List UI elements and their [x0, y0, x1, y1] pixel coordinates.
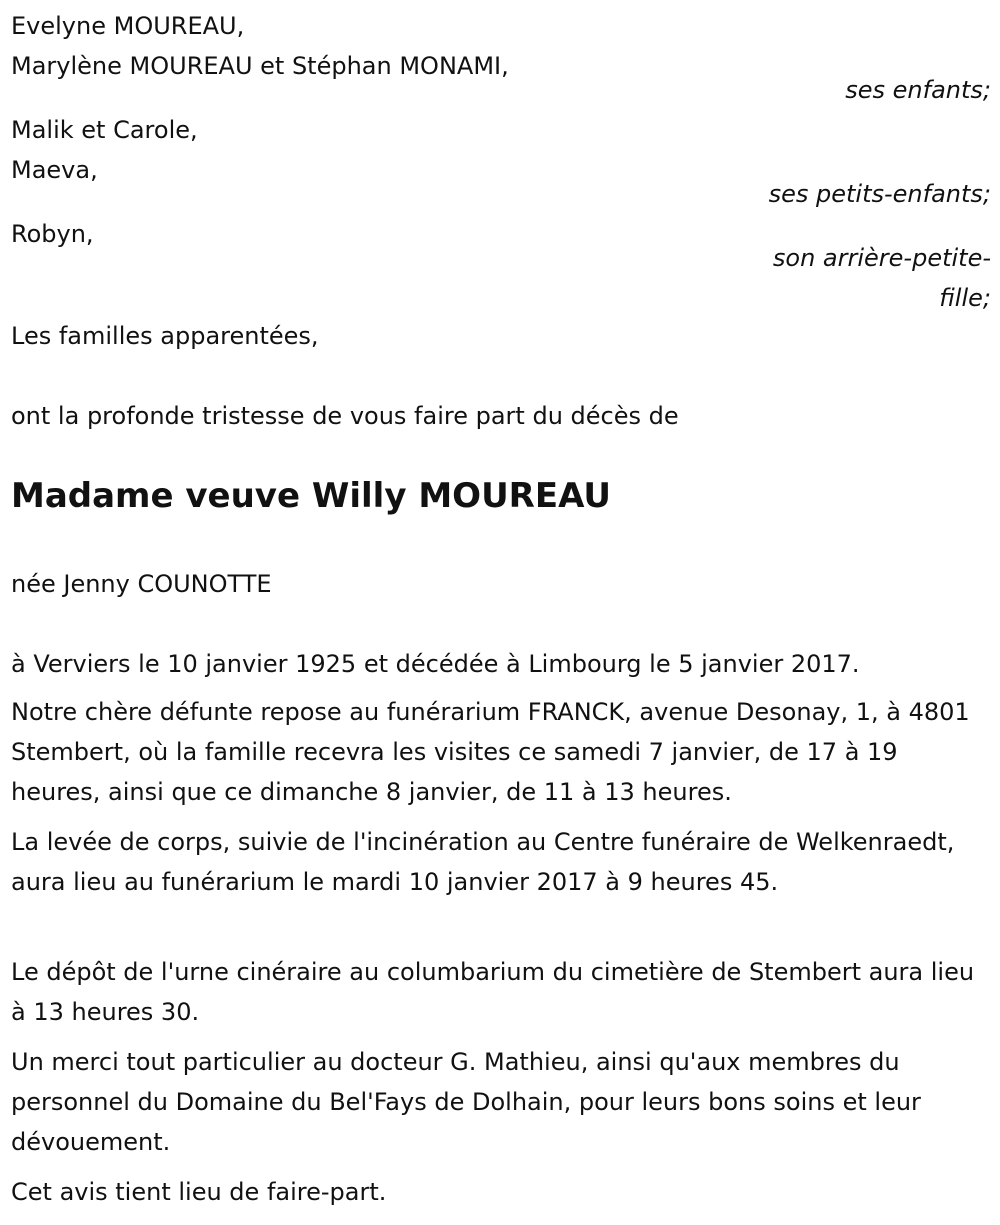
urn-paragraph: Le dépôt de l'urne cinéraire au columbarium du cimetière de Stembert aura lieu à 13 heures 30.: [11, 958, 975, 1026]
family-member-line: Malik et Carole,: [11, 116, 198, 144]
ceremony-paragraph: La levée de corps, suivie de l'incinération au Centre funéraire de Welkenraedt, aura lieu au funérarium le mardi 10 janvier 2017 à 9 heures 45.: [11, 828, 955, 896]
family-member-line: Robyn,: [11, 220, 94, 248]
related-families-line: Les familles apparentées,: [11, 322, 319, 350]
birth-death-paragraph: à Verviers le 10 janvier 1925 et décédée à Limbourg le 5 janvier 2017.: [11, 650, 860, 678]
visitation-paragraph: Notre chère défunte repose au funérarium FRANCK, avenue Desonay, 1, à 4801 Stembert, où la famille recevra les visites ce samedi 7 janvier, de 17 à 19 heures, ainsi que ce dimanche 8 janvier, de 11 à 13 heures.: [11, 698, 970, 806]
closing-line: Cet avis tient lieu de faire-part.: [11, 1178, 387, 1206]
announcement-text: ont la profonde tristesse de vous faire part du décès de: [11, 402, 679, 430]
relation-label-great-grandchild-cont: fille;: [939, 284, 991, 312]
thanks-paragraph: Un merci tout particulier au docteur G. Mathieu, ainsi qu'aux membres du personnel du Domaine du Bel'Fays de Dolhain, pour leurs bons soins et leur dévouement.: [11, 1048, 921, 1156]
family-member-line: Maeva,: [11, 156, 98, 184]
relation-label-children: ses enfants;: [845, 76, 991, 104]
family-member-line: Evelyne MOUREAU,: [11, 12, 245, 40]
family-member-line: Marylène MOUREAU et Stéphan MONAMI,: [11, 52, 509, 80]
relation-label-great-grandchild: son arrière-petite-: [772, 244, 991, 272]
deceased-name: Madame veuve Willy MOUREAU: [11, 476, 611, 516]
maiden-name: née Jenny COUNOTTE: [11, 570, 272, 598]
relation-label-grandchildren: ses petits-enfants;: [768, 180, 991, 208]
